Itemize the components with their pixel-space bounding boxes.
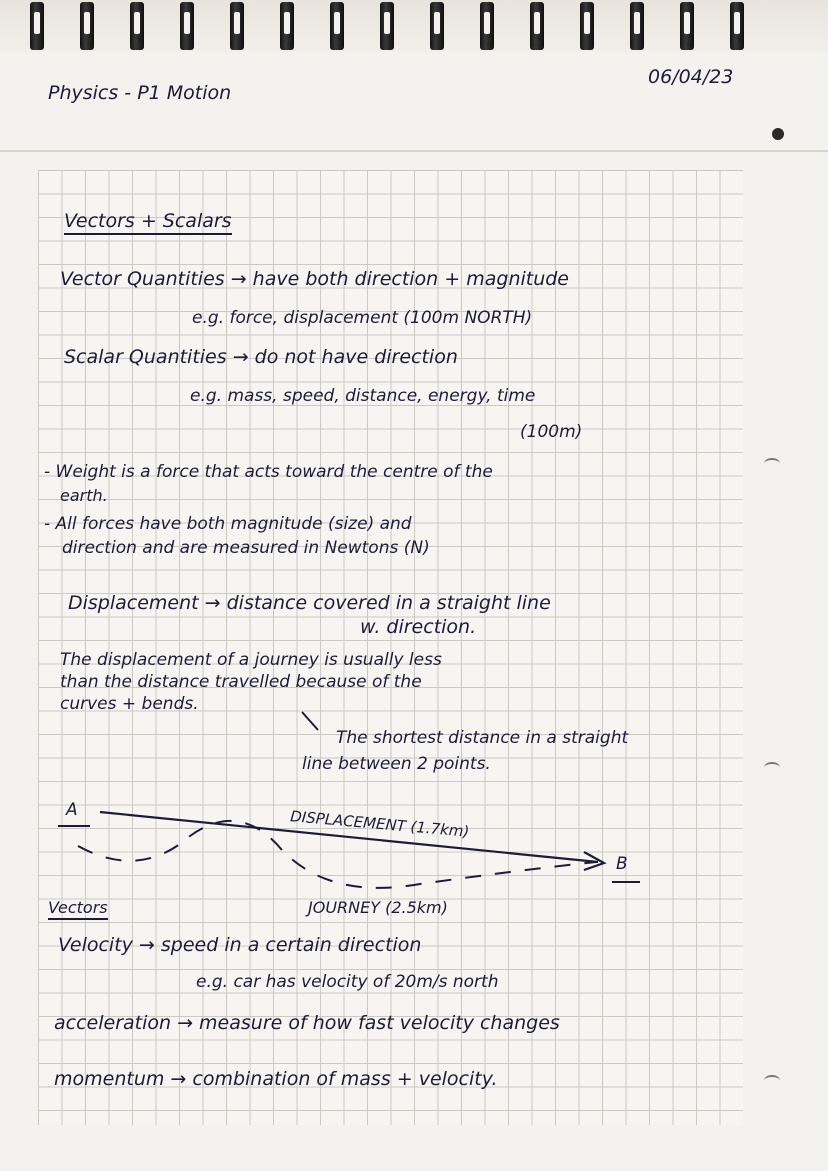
journey-label: JOURNEY (2.5km)	[308, 898, 448, 917]
forces-note-line2: direction and are measured in Newtons (N)	[62, 538, 430, 558]
vectors-heading: Vectors	[48, 898, 108, 920]
displacement-definition-cont: w. direction.	[360, 616, 477, 638]
journey-note-line3: curves + bends.	[60, 694, 199, 714]
shortest-distance-line1: The shortest distance in a straight	[336, 728, 629, 748]
displacement-label: DISPLACEMENT (1.7km)	[289, 807, 470, 841]
point-b-label: B	[616, 854, 628, 874]
scalar-definition: Scalar Quantities → do not have direction	[64, 346, 458, 368]
journey-note-line1: The displacement of a journey is usually less	[60, 650, 442, 670]
weight-note-line1: - Weight is a force that acts toward the centre of the	[44, 462, 493, 482]
acceleration-definition: acceleration → measure of how fast velocity changes	[54, 1012, 560, 1034]
scalar-example: e.g. mass, speed, distance, energy, time	[190, 386, 536, 406]
vector-definition: Vector Quantities → have both direction + magnitude	[60, 268, 570, 290]
displacement-definition: Displacement → distance covered in a straight line	[68, 592, 551, 614]
point-a-label: A	[66, 800, 78, 820]
momentum-definition: momentum → combination of mass + velocity.	[54, 1068, 498, 1090]
shortest-distance-line2: line between 2 points.	[302, 754, 491, 774]
journey-note-line2: than the distance travelled because of the	[60, 672, 422, 692]
forces-note-line1: - All forces have both magnitude (size) and	[44, 514, 412, 534]
page-subject: Physics - P1 Motion	[48, 82, 232, 104]
vector-example: e.g. force, displacement (100m NORTH)	[192, 308, 533, 328]
velocity-example: e.g. car has velocity of 20m/s north	[196, 972, 499, 992]
weight-note-line2: earth.	[60, 486, 108, 505]
scalar-example-value: (100m)	[520, 422, 583, 442]
notes-heading: Vectors + Scalars	[64, 210, 232, 235]
velocity-definition: Velocity → speed in a certain direction	[58, 934, 422, 956]
pointer-line	[302, 712, 318, 730]
page-date: 06/04/23	[648, 66, 734, 88]
